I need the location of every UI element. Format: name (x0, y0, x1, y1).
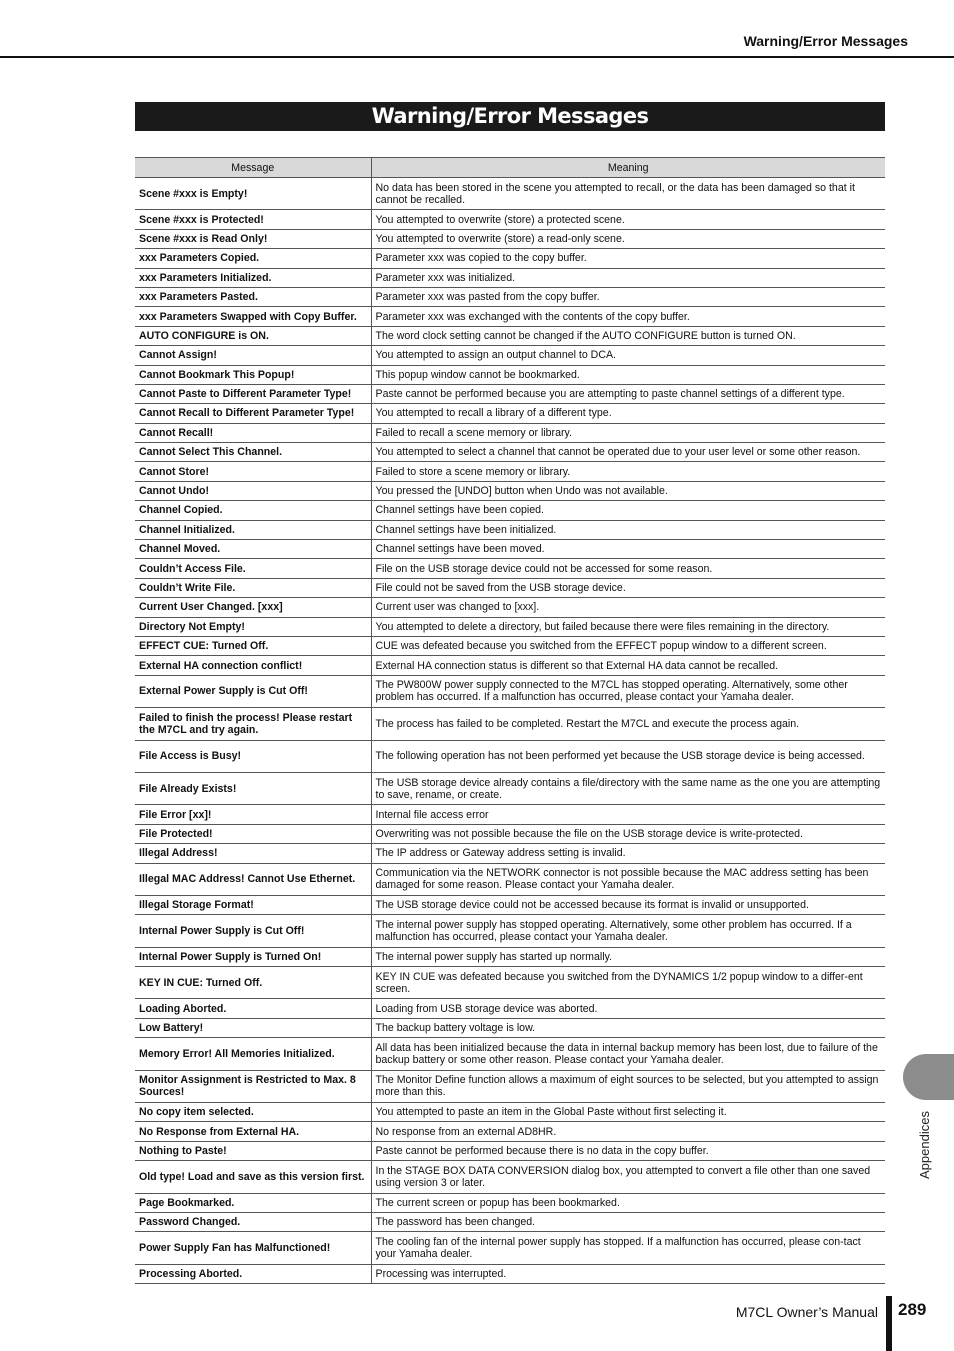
table-row (135, 210, 885, 229)
table-row (135, 404, 885, 423)
message-cell: Couldn’t Write File. (135, 578, 371, 597)
table-row (135, 824, 885, 843)
meaning-cell: Processing was interrupted. (371, 1264, 885, 1283)
meaning-cell: The IP address or Gateway address setting is invalid. (371, 844, 885, 863)
meaning-cell: In the STAGE BOX DATA CONVERSION dialog box, you attempted to convert a file other than one saved using version 3 or later. (371, 1161, 885, 1193)
table-row (135, 1103, 885, 1122)
meaning-cell: The USB storage device already contains a file/directory with the same name as the one you are attempting to save, rename, or create. (371, 772, 885, 804)
table-row (135, 443, 885, 462)
table-row (135, 307, 885, 326)
meaning-cell: Loading from USB storage device was aborted. (371, 999, 885, 1018)
table-row (135, 999, 885, 1018)
table-header-row (135, 158, 885, 178)
meaning-cell: The following operation has not been performed yet because the USB storage device is being accessed. (371, 740, 885, 772)
message-cell: Channel Moved. (135, 540, 371, 559)
meaning-cell: All data has been initialized because the data in internal backup memory has been lost, due to failure of the backup battery or some other reason. Please contact your Yamaha dealer. (371, 1038, 885, 1070)
meaning-cell: Channel settings have been initialized. (371, 520, 885, 539)
message-cell: Low Battery! (135, 1018, 371, 1037)
table-row (135, 598, 885, 617)
table-row (135, 805, 885, 824)
message-cell: Illegal Storage Format! (135, 895, 371, 914)
message-cell: xxx Parameters Copied. (135, 249, 371, 268)
table-row (135, 947, 885, 966)
meaning-cell: Communication via the NETWORK connector is not possible because the MAC address setting has been damaged for some reason. Please contact your Yamaha dealer. (371, 863, 885, 895)
meaning-cell: KEY IN CUE was defeated because you switched from the DYNAMICS 1/2 popup window to a differ-ent screen. (371, 967, 885, 999)
message-cell: No Response from External HA. (135, 1122, 371, 1141)
meaning-cell: The internal power supply has stopped operating. Alternatively, some other problem has occurred. If a malfunction has occurred, please contact your Yamaha dealer. (371, 915, 885, 947)
meaning-cell: You attempted to delete a directory, but failed because there were files remaining in the directory. (371, 617, 885, 636)
message-cell: File Protected! (135, 824, 371, 843)
message-cell: Power Supply Fan has Malfunctioned! (135, 1232, 371, 1264)
table-row (135, 1070, 885, 1102)
table-row (135, 268, 885, 287)
table-row (135, 863, 885, 895)
message-cell: Nothing to Paste! (135, 1141, 371, 1160)
message-cell: Couldn’t Access File. (135, 559, 371, 578)
message-cell: Page Bookmarked. (135, 1193, 371, 1212)
table-row (135, 1038, 885, 1070)
message-cell: File Error [xx]! (135, 805, 371, 824)
message-cell: xxx Parameters Initialized. (135, 268, 371, 287)
message-cell: Password Changed. (135, 1212, 371, 1231)
meaning-cell: Parameter xxx was exchanged with the contents of the copy buffer. (371, 307, 885, 326)
meaning-cell: Parameter xxx was initialized. (371, 268, 885, 287)
meaning-cell: You attempted to recall a library of a different type. (371, 404, 885, 423)
meaning-cell: Current user was changed to [xxx]. (371, 598, 885, 617)
section-tab (903, 1054, 954, 1100)
table-row (135, 501, 885, 520)
table-row (135, 1212, 885, 1231)
table-row (135, 1161, 885, 1193)
meaning-cell: You attempted to assign an output channel to DCA. (371, 346, 885, 365)
meaning-cell: External HA connection status is different so that External HA data cannot be recalled. (371, 656, 885, 675)
table-row (135, 1141, 885, 1160)
meaning-cell: You pressed the [UNDO] button when Undo was not available. (371, 481, 885, 500)
meaning-cell: Paste cannot be performed because there is no data in the copy buffer. (371, 1141, 885, 1160)
meaning-cell: The password has been changed. (371, 1212, 885, 1231)
meaning-cell: No data has been stored in the scene you attempted to recall, or the data has been damaged so that it cannot be recalled. (371, 178, 885, 210)
message-cell: Directory Not Empty! (135, 617, 371, 636)
message-cell: Scene #xxx is Empty! (135, 178, 371, 210)
page-number: 289 (898, 1300, 927, 1319)
table-row (135, 1122, 885, 1141)
meaning-cell: The backup battery voltage is low. (371, 1018, 885, 1037)
table-row (135, 656, 885, 675)
message-cell: Scene #xxx is Read Only! (135, 229, 371, 248)
table-row (135, 346, 885, 365)
table-row (135, 365, 885, 384)
messages-table (135, 157, 885, 1284)
table-row (135, 895, 885, 914)
message-cell: Channel Initialized. (135, 520, 371, 539)
message-cell: xxx Parameters Swapped with Copy Buffer. (135, 307, 371, 326)
message-cell: Current User Changed. [xxx] (135, 598, 371, 617)
message-cell: Loading Aborted. (135, 999, 371, 1018)
meaning-cell: You attempted to overwrite (store) a read-only scene. (371, 229, 885, 248)
table-row (135, 1264, 885, 1283)
message-cell: Cannot Paste to Different Parameter Type! (135, 384, 371, 403)
table-row (135, 326, 885, 345)
message-cell: Cannot Undo! (135, 481, 371, 500)
message-cell: xxx Parameters Pasted. (135, 287, 371, 306)
message-cell: Cannot Bookmark This Popup! (135, 365, 371, 384)
message-cell: KEY IN CUE: Turned Off. (135, 967, 371, 999)
message-cell: Cannot Recall! (135, 423, 371, 442)
header-rule (0, 56, 954, 58)
meaning-cell: The current screen or popup has been bookmarked. (371, 1193, 885, 1212)
table-row (135, 384, 885, 403)
section-tab-label: Appendices (917, 1111, 932, 1179)
meaning-cell: Failed to store a scene memory or library. (371, 462, 885, 481)
table-row (135, 540, 885, 559)
message-cell: Internal Power Supply is Turned On! (135, 947, 371, 966)
table-row (135, 1193, 885, 1212)
meaning-cell: Channel settings have been moved. (371, 540, 885, 559)
table-row (135, 229, 885, 248)
message-cell: AUTO CONFIGURE is ON. (135, 326, 371, 345)
message-cell: Memory Error! All Memories Initialized. (135, 1038, 371, 1070)
message-cell: Illegal Address! (135, 844, 371, 863)
message-cell: File Already Exists! (135, 772, 371, 804)
table-row (135, 967, 885, 999)
message-cell: Cannot Assign! (135, 346, 371, 365)
table-row (135, 636, 885, 655)
meaning-cell: Paste cannot be performed because you are attempting to paste channel settings of a different type. (371, 384, 885, 403)
message-cell: External HA connection conflict! (135, 656, 371, 675)
message-cell: No copy item selected. (135, 1103, 371, 1122)
meaning-cell: No response from an external AD8HR. (371, 1122, 885, 1141)
meaning-cell: Channel settings have been copied. (371, 501, 885, 520)
message-cell: Processing Aborted. (135, 1264, 371, 1283)
meaning-cell: The USB storage device could not be accessed because its format is invalid or unsupported. (371, 895, 885, 914)
table-row (135, 249, 885, 268)
meaning-cell: The word clock setting cannot be changed if the AUTO CONFIGURE button is turned ON. (371, 326, 885, 345)
meaning-cell: File could not be saved from the USB storage device. (371, 578, 885, 597)
message-cell: External Power Supply is Cut Off! (135, 675, 371, 707)
meaning-cell: The internal power supply has started up normally. (371, 947, 885, 966)
message-cell: Illegal MAC Address! Cannot Use Ethernet. (135, 863, 371, 895)
table-row (135, 423, 885, 442)
table-row (135, 708, 885, 740)
message-cell: Cannot Recall to Different Parameter Type! (135, 404, 371, 423)
table-row (135, 675, 885, 707)
meaning-cell: Parameter xxx was copied to the copy buffer. (371, 249, 885, 268)
meaning-cell: Internal file access error (371, 805, 885, 824)
meaning-cell: The Monitor Define function allows a maximum of eight sources to be selected, but you attempted to assign more than this. (371, 1070, 885, 1102)
message-cell: Internal Power Supply is Cut Off! (135, 915, 371, 947)
footer-manual-title: M7CL Owner’s Manual (735, 1304, 878, 1320)
meaning-cell: This popup window cannot be bookmarked. (371, 365, 885, 384)
table-row (135, 772, 885, 804)
table-row (135, 1232, 885, 1264)
running-head-title: Warning/Error Messages (743, 33, 908, 49)
table-row (135, 287, 885, 306)
meaning-cell: CUE was defeated because you switched from the EFFECT popup window to a different screen. (371, 636, 885, 655)
meaning-cell: Parameter xxx was pasted from the copy buffer. (371, 287, 885, 306)
page-title: Warning/Error Messages (135, 102, 885, 131)
table-row (135, 481, 885, 500)
table-row (135, 844, 885, 863)
message-cell: Cannot Select This Channel. (135, 443, 371, 462)
message-cell: Old type! Load and save as this version first. (135, 1161, 371, 1193)
message-cell: EFFECT CUE: Turned Off. (135, 636, 371, 655)
footer-bar (886, 1296, 892, 1351)
table-body (135, 178, 885, 1284)
meaning-cell: You attempted to select a channel that cannot be operated due to your user level or some other reason. (371, 443, 885, 462)
table-row (135, 617, 885, 636)
meaning-cell: Failed to recall a scene memory or library. (371, 423, 885, 442)
table-row (135, 559, 885, 578)
column-header-meaning: Meaning (371, 158, 885, 178)
table-row (135, 578, 885, 597)
meaning-cell: The cooling fan of the internal power supply has stopped. If a malfunction has occurred, please con-tact your Yamaha dealer. (371, 1232, 885, 1264)
table-row (135, 178, 885, 210)
message-cell: Monitor Assignment is Restricted to Max. 8 Sources! (135, 1070, 371, 1102)
table-row (135, 1018, 885, 1037)
meaning-cell: The process has failed to be completed. Restart the M7CL and execute the process again. (371, 708, 885, 740)
table-row (135, 740, 885, 772)
message-cell: File Access is Busy! (135, 740, 371, 772)
message-cell: Channel Copied. (135, 501, 371, 520)
table-row (135, 915, 885, 947)
meaning-cell: The PW800W power supply connected to the M7CL has stopped operating. Alternatively, some other problem has occurred. If a malfunction has occurred, please contact your Yamaha dealer. (371, 675, 885, 707)
meaning-cell: File on the USB storage device could not be accessed for some reason. (371, 559, 885, 578)
message-cell: Scene #xxx is Protected! (135, 210, 371, 229)
message-cell: Failed to finish the process! Please restart the M7CL and try again. (135, 708, 371, 740)
message-cell: Cannot Store! (135, 462, 371, 481)
meaning-cell: Overwriting was not possible because the file on the USB storage device is write-protected. (371, 824, 885, 843)
table-row (135, 462, 885, 481)
table-row (135, 520, 885, 539)
meaning-cell: You attempted to paste an item in the Global Paste without first selecting it. (371, 1103, 885, 1122)
column-header-message: Message (135, 158, 371, 178)
meaning-cell: You attempted to overwrite (store) a protected scene. (371, 210, 885, 229)
